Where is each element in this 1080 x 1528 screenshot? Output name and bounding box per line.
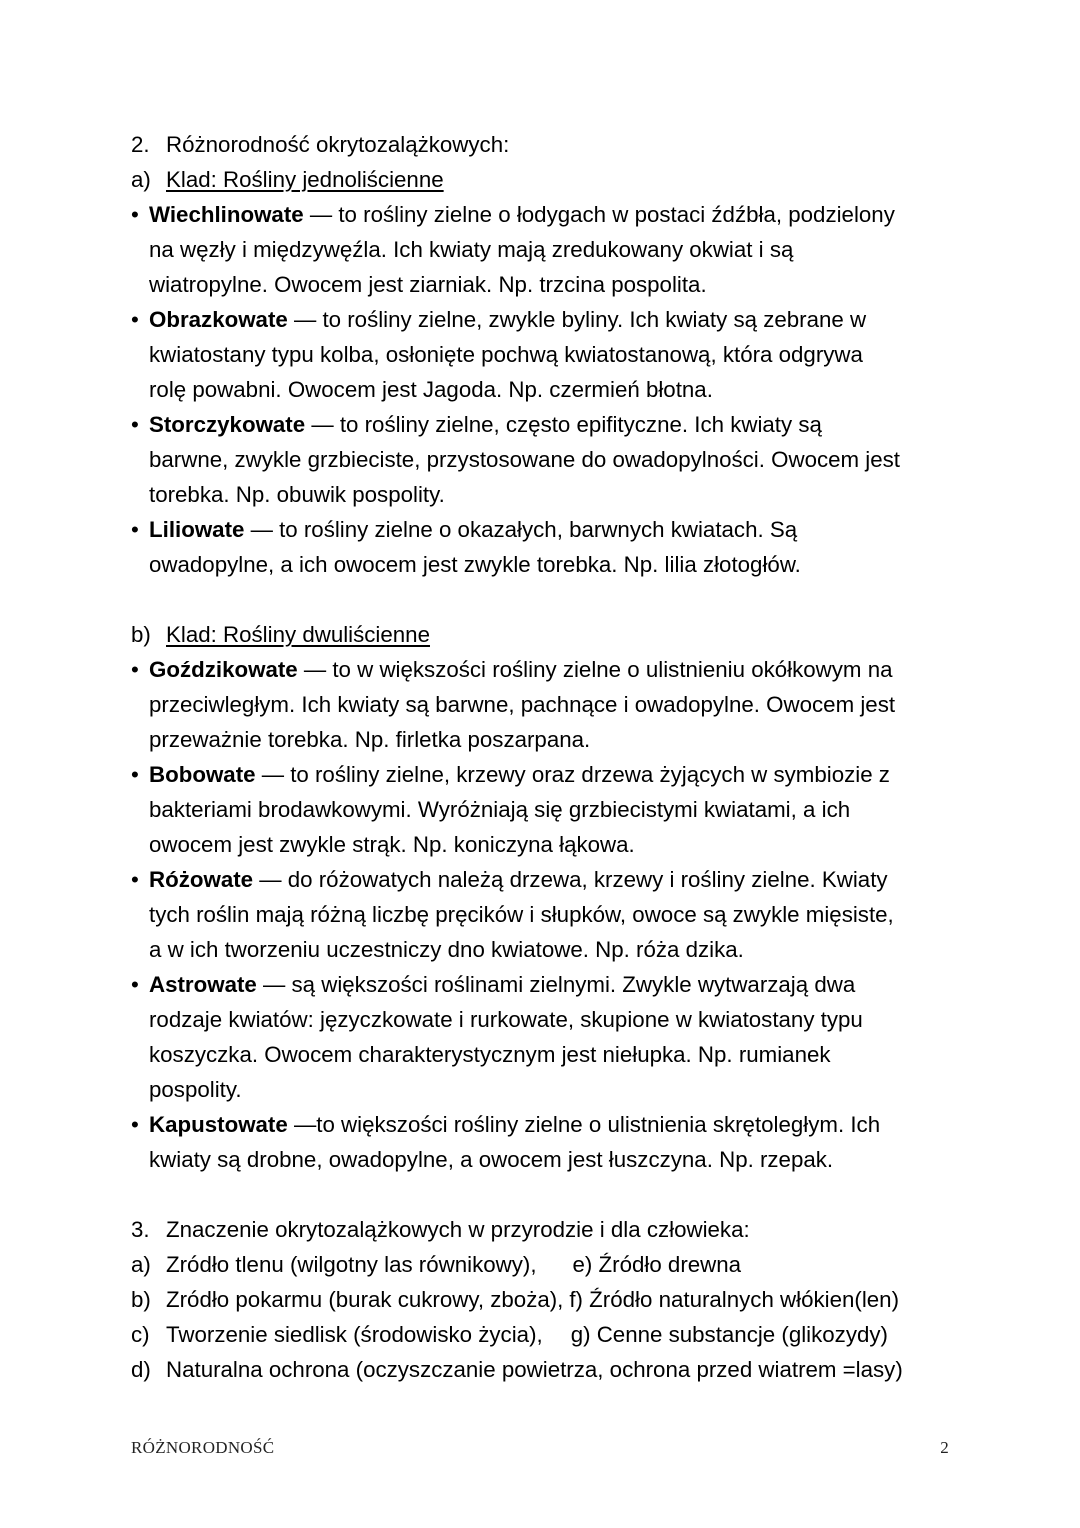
bullet-icon: • bbox=[131, 307, 139, 332]
family-name: Wiechlinowate bbox=[149, 202, 304, 227]
bullet-icon: • bbox=[131, 972, 139, 997]
list-item-obrazkowate: • Obrazkowate — to rośliny zielne, zwykle byliny. Ich kwiaty są zebrane w kwiatostany typu kolba, osłonięte pochwą kwiatostanową, która odgrywa rolę powabni. Owocem jest Jagoda. Np. czermień błotna. bbox=[131, 302, 961, 407]
bullet-icon: • bbox=[131, 202, 139, 227]
page-footer bbox=[131, 1438, 949, 1458]
list-item-wiechlinowate: • Wiechlinowate — to rośliny zielne o łodygach w postaci źdźbła, podzielony na węzły i międzywęźla. Ich kwiaty mają zredukowany okwiat i są wiatropylne. Owocem jest ziarniak. Np. trzcina pospolita. bbox=[131, 197, 961, 302]
clade-marker: a) bbox=[131, 167, 151, 192]
bullet-icon: • bbox=[131, 657, 139, 682]
section-number: 3. bbox=[131, 1217, 150, 1242]
importance-left: Zródło tlenu (wilgotny las równikowy), bbox=[166, 1252, 537, 1277]
list-item-astrowate: • Astrowate — są większości roślinami zielnymi. Zwykle wytwarzają dwa rodzaje kwiatów: języczkowate i rurkowate, skupione w kwiatostany typu koszyczka. Owocem charakterystycznym jest niełupka. Np. rumianek pospolity. bbox=[131, 967, 961, 1107]
list-item-liliowate: • Liliowate — to rośliny zielne o okazałych, barwnych kwiatach. Są owadopylne, a ich owocem jest zwykle torebka. Np. lilia złotogłów. bbox=[131, 512, 961, 582]
family-name: Różowate bbox=[149, 867, 254, 892]
importance-row-d: d) Naturalna ochrona (oczyszczanie powietrza, ochrona przed wiatrem =lasy) bbox=[131, 1357, 903, 1382]
bullet-icon: • bbox=[131, 762, 139, 787]
family-name: Goździkowate bbox=[149, 657, 298, 682]
list-item-kapustowate: • Kapustowate —to większości rośliny zielne o ulistnienia skrętoległym. Ich kwiaty są drobne, owadopylne, a owocem jest łuszczyna. Np. rzepak. bbox=[131, 1107, 961, 1177]
clade-title: Klad: Rośliny dwuliścienne bbox=[166, 622, 430, 647]
family-name: Astrowate bbox=[149, 972, 257, 997]
clade-title: Klad: Rośliny jednoliścienne bbox=[166, 167, 444, 192]
footer-title: RÓŻNORODNOŚĆ bbox=[131, 1438, 275, 1457]
list-item-storczykowate: • Storczykowate — to rośliny zielne, często epifityczne. Ich kwiaty są barwne, zwykle grzbieciste, przystosowane do owadopylności. Owocem jest torebka. Np. obuwik pospolity. bbox=[131, 407, 961, 512]
family-name: Bobowate bbox=[149, 762, 256, 787]
importance-right: f) Źródło naturalnych włókien(len) bbox=[569, 1287, 900, 1312]
bullet-icon: • bbox=[131, 1112, 139, 1137]
page-content bbox=[131, 127, 961, 1387]
bullet-icon: • bbox=[131, 867, 139, 892]
section-title: Znaczenie okrytozalążkowych w przyrodzie i dla człowieka: bbox=[166, 1217, 750, 1242]
family-name: Liliowate bbox=[149, 517, 245, 542]
section-number: 2. bbox=[131, 132, 150, 157]
importance-row-c: c) Tworzenie siedlisk (środowisko życia), g) Cenne substancje (glikozydy) bbox=[131, 1322, 888, 1347]
family-name: Obrazkowate bbox=[149, 307, 288, 332]
page-number: 2 bbox=[940, 1438, 949, 1457]
spacer bbox=[131, 582, 961, 617]
section-2-heading bbox=[131, 127, 961, 162]
importance-right: e) Źródło drewna bbox=[572, 1252, 742, 1277]
list-item-bobowate: • Bobowate — to rośliny zielne, krzewy oraz drzewa żyjących w symbiozie z bakteriami brodawkowymi. Wyróżniają się grzbiecistymi kwiatami, a ich owocem jest zwykle strąk. Np. koniczyna łąkowa. bbox=[131, 757, 961, 862]
clade-a-heading bbox=[131, 162, 961, 197]
family-name: Kapustowate bbox=[149, 1112, 288, 1137]
importance-right: g) Cenne substancje (glikozydy) bbox=[570, 1322, 888, 1347]
section-3-heading bbox=[131, 1212, 961, 1247]
section-title: Różnorodność okrytozalążkowych: bbox=[166, 132, 510, 157]
clade-marker: b) bbox=[131, 622, 151, 647]
importance-left: Tworzenie siedlisk (środowisko życia), bbox=[166, 1322, 543, 1347]
bullet-icon: • bbox=[131, 412, 139, 437]
importance-left: Zródło pokarmu (burak cukrowy, zboża), bbox=[166, 1287, 564, 1312]
importance-row-a: a) Zródło tlenu (wilgotny las równikowy), e) Źródło drewna bbox=[131, 1252, 742, 1277]
clade-b-heading bbox=[131, 617, 961, 652]
list-item-gozdzikowate: • Goździkowate — to w większości rośliny zielne o ulistnieniu okółkowym na przeciwległym. Ich kwiaty są barwne, pachnące i owadopylne. Owocem jest przeważnie torebka. Np. firletka poszarpana. bbox=[131, 652, 961, 757]
spacer bbox=[131, 1177, 961, 1212]
bullet-icon: • bbox=[131, 517, 139, 542]
importance-row-b: b) Zródło pokarmu (burak cukrowy, zboża), f) Źródło naturalnych włókien(len) bbox=[131, 1287, 900, 1312]
importance-left: Naturalna ochrona (oczyszczanie powietrza, ochrona przed wiatrem =lasy) bbox=[166, 1357, 903, 1382]
family-name: Storczykowate bbox=[149, 412, 306, 437]
list-item-rozowate: • Różowate — do różowatych należą drzewa, krzewy i rośliny zielne. Kwiaty tych roślin mają różną liczbę pręcików i słupków, owoce są zwykle mięsiste, a w ich tworzeniu uczestniczy dno kwiatowe. Np. róża dzika. bbox=[131, 862, 961, 967]
